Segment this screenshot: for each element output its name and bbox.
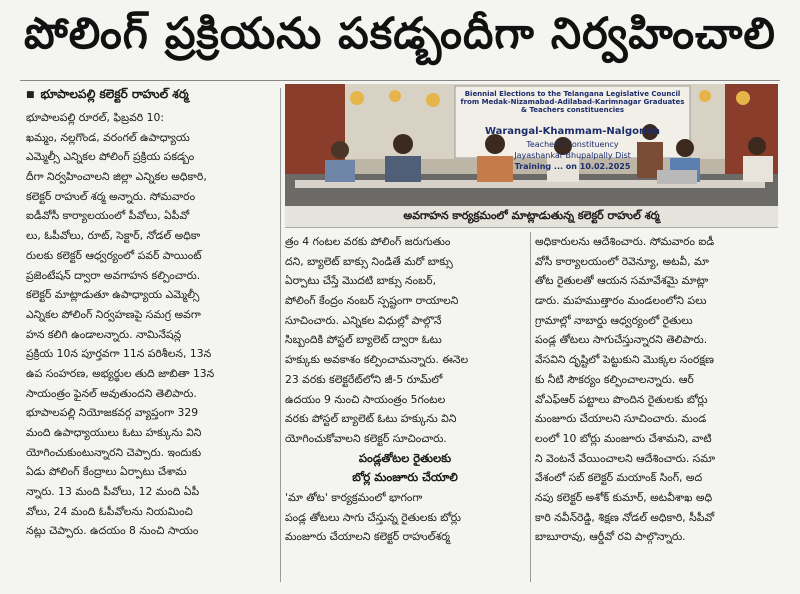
byline-bullet-icon: ■ [26, 90, 35, 100]
article-text-line: ఏర్పాటు చేస్తే మొదటి బాక్సు నంబర్, [285, 274, 437, 288]
article-text-line: సిబ్బందికి పోస్టల్ బ్యాలెట్ ద్వారా ఓటు [285, 333, 442, 347]
banner-line-2: Warangal-Khammam-Nalgonda [484, 126, 661, 138]
article-text-line: ప్రజెంటేషన్ ద్వారా అవగాహన కల్పించారు. [26, 268, 201, 282]
article-text-line: వేసవిని దృష్టిలో పెట్టుకుని మొక్కల సంరక్షణ [535, 353, 714, 367]
banner-line-3: Teachers' Constituency [526, 139, 619, 149]
article-text-line: వేశంలో సబ్ కలెక్టర్ మయాంక్ సింగ్, అద [535, 471, 703, 485]
article-text-line: మంజూరు చేయాలని సూచించారు. మండ [535, 412, 707, 426]
article-text-line: ఖమ్మం, నల్లగొండ, వరంగల్ ఉపాధ్యాయ [26, 130, 190, 144]
article-text-line: నట్లు చెప్పారు. ఉదయం 8 నుంచి సాయం [26, 524, 199, 538]
banner-line-4: Jayashankar Bhupalpally Dist [514, 150, 631, 160]
article-text-line: వరకు పోస్టల్ బ్యాలెట్ ఓటు హక్కును విని [285, 412, 457, 426]
photo-caption: అవగాహన కార్యక్రమంలో మాట్లాడుతున్న కలెక్టర్ రాహుల్ శర్మ [285, 206, 778, 228]
subheading-line-1: పండ్లతోటల రైతులకు [358, 450, 452, 465]
article-text-line: భూపాలపల్లి నియోజకవర్గ వ్యాప్తంగా 329 [26, 406, 199, 420]
headline-divider [20, 80, 780, 81]
article-text-line: ఎమ్మెల్సీ ఎన్నికల పోలింగ్ ప్రక్రియ పకడ్బం [26, 150, 195, 164]
article-column-2 [285, 232, 525, 594]
column-2-body-bottom [285, 488, 525, 547]
article-text-line: బాబూరావు, ఆర్డీవో రవి పాల్గొన్నారు. [535, 530, 686, 544]
article-text-line: నపు కలెక్టర్ అశోక్ కుమార్, అటవీశాఖ అధి [535, 490, 713, 504]
article-text-line: దని, బ్యాలెట్ బాక్సు నిండితే మరో బాక్సు [285, 254, 453, 268]
article-text-line: కు నీటి సౌకర్యం కల్పించాలన్నారు. ఆర్ [535, 372, 694, 386]
article-text-line: ఉదయం 9 నుంచి సాయంత్రం 5గంటల [285, 392, 446, 406]
article-text-line: రులకు కలెక్టర్ ఆధ్వర్యంలో పవర్ పాయింట్ [26, 248, 202, 262]
article-text-line: హక్కుకు అవకాశం కల్పించామన్నారు. ఈనెల [285, 353, 469, 367]
article-column-1 [26, 108, 276, 594]
byline-text: భూపాలపల్లి కలెక్టర్ రాహుల్ శర్మ [40, 86, 189, 101]
article-text-line: డారు. మహముత్తారం మండలంలోని పలు [535, 294, 707, 308]
banner-line-1: Biennial Elections to the Telangana Legislative Council from Medak-Nizamabad-Adilabad-Karimnagar Graduates & Teachers constituencies [460, 90, 685, 115]
article-text-line: ని వెంటనే వేయించాలని ఆదేశించారు. సమా [535, 451, 716, 465]
article-byline [26, 86, 278, 104]
article-text-line: కలెక్టర్ రాహుల్ శర్మ అన్నారు. సోమవారం [26, 189, 196, 203]
photo-banner [460, 90, 685, 171]
article-text-line: తోట రైతులతో ఆయన సమావేశమై మాట్లా [535, 274, 709, 288]
article-text-line: అధికారులను ఆదేశించారు. సోమవారం ఐడీ [535, 235, 715, 248]
article-text-line: ప్రక్రియ 10న పూర్తవగా 11న పరిశీలన, 13న [26, 347, 212, 361]
article-column-3 [535, 232, 778, 594]
article-text-line: త్రం 4 గంటల వరకు పోలింగ్ జరుగుతుం [285, 235, 451, 248]
article-photo [285, 84, 778, 206]
article-text-line: కలెక్టర్ మాట్లాడుతూ ఉపాధ్యాయ ఎమ్మెల్సీ [26, 288, 200, 302]
column-2-body-top [285, 232, 525, 449]
article-text-line: వోసీ కార్యాలయంలో రెవెన్యూ, అటవీ, మా [535, 254, 709, 268]
article-text-line: 'మా తోట' కార్యక్రమంలో భాగంగా [285, 490, 423, 504]
article-text-line: 23 వరకు కలెక్టరేట్‌లోని జీ-5 రూమ్‌లో [285, 372, 443, 386]
article-text-line: హన కలిగి ఉండాలన్నారు. నామినేషన్ల [26, 327, 182, 341]
article-text-line: పండ్ల తోటలు సాగుచేస్తున్నారని తెలిపారు. [535, 333, 708, 347]
article-text-line: సూచించారు. ఎన్నికల విధుల్లో పాల్గొనే [285, 313, 442, 327]
article-text-line: ఐడీవోసీ కార్యాలయంలో పీవోలు, ఏపీవో [26, 209, 190, 223]
article-text-line: మంది ఉపాధ్యాయులు ఓటు హక్కును విని [26, 426, 202, 439]
column-divider-left [280, 88, 281, 582]
article-text-line: ఉప సంహరణ, అభ్యర్థుల తుది జాబితా 13న [26, 366, 215, 380]
article-text-line: భూపాలపల్లి రూరల్, ఫిబ్రవరి 10: [26, 111, 164, 124]
article-headline: పోలింగ్ ప్రక్రియను పకడ్బందీగా నిర్వహించాలి [24, 9, 776, 59]
article-text-line: ఏడు పోలింగ్ కేంద్రాలు ఏర్పాటు చేశామ [26, 465, 187, 479]
article-text-line: పండ్ల తోటలు సాగు చేస్తున్న రైతులకు బోర్లు [285, 510, 461, 524]
article-text-line: సాయంత్రం ఫైనల్ అవుతుందని తెలిపారు. [26, 386, 197, 400]
article-text-line: దీగా నిర్వహించాలని జిల్లా ఎన్నికల అధికారి, [26, 170, 207, 184]
article-text-line: యోగించుకుంటున్నారని చెప్పారు. ఇందుకు [26, 445, 202, 459]
subheading-line-2: బోర్ల మంజూరు చేయాలి [352, 470, 458, 485]
article-text-line: యోగించుకోవాలని కలెక్టర్ సూచించారు. [285, 431, 447, 445]
column-divider-right [530, 232, 531, 582]
article-text-line: వోలు, 24 మంది ఓపీవోలను నియమించి [26, 504, 193, 518]
article-text-line: మంజూరు చేయాలని కలెక్టర్ రాహుల్‌శర్మ [285, 530, 450, 544]
banner-line-5: Training ... on 10.02.2025 [514, 162, 631, 172]
article-text-line: న్నారు. 13 మంది పీవోలు, 12 మంది ఏపీ [26, 485, 200, 499]
article-text-line: కారి నవీన్‌రెడ్డి, శిక్షణ నోడల్ అధికారి, సీపీవో [535, 510, 715, 524]
article-text-line: లు, ఓపీవోలు, రూట్, సెక్టార్, నోడల్ అధికా [26, 229, 201, 243]
article-text-line: వోఎఫ్ఆర్ పట్టాలు పొందిన రైతులకు బోర్లు [535, 392, 708, 406]
article-text-line: గ్రామాల్లో నాబార్డు ఆధ్వర్యంలో రైతులు [535, 313, 693, 327]
article-text-line: ఎన్నికల పోలింగ్ నిర్వహణపై సమగ్ర అవగా [26, 307, 201, 321]
article-text-line: పోలింగ్ కేంద్రం నంబర్ స్పష్టంగా రాయాలని [285, 294, 459, 308]
article-text-line: లంలో 10 బోర్లు మంజూరు చేశామని, వాటి [535, 431, 712, 445]
